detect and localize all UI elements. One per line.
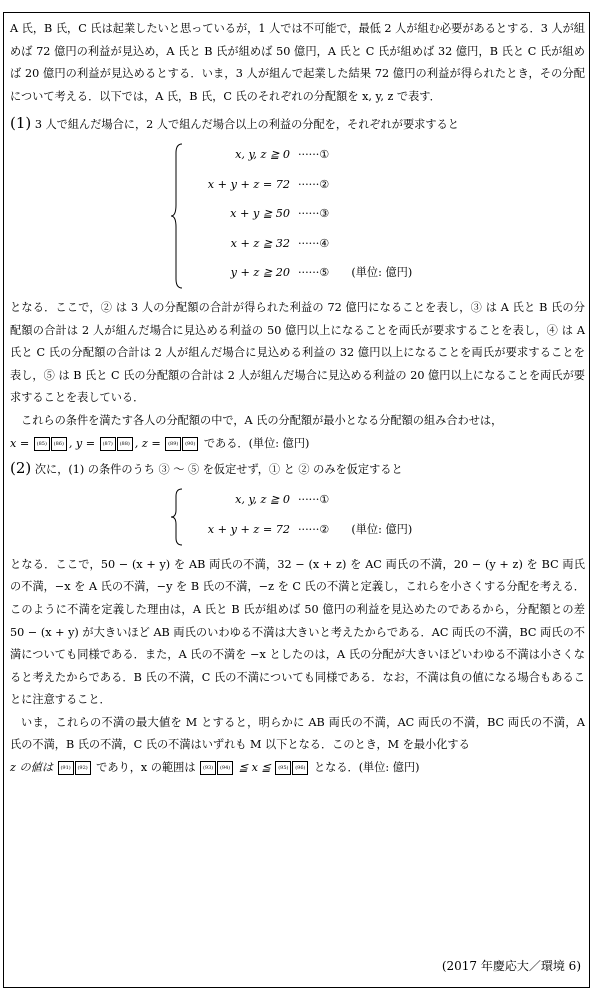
answer-z-label: z の値は [10,761,54,775]
part2-answer-line [10,757,585,780]
part2-system [170,486,585,548]
source-citation: (2017 年慶応大／環境 6) [441,959,581,973]
equation-tag: ······③ [298,207,330,221]
inequality-text: ≦ x ≦ [238,761,271,775]
part1-question: これらの条件を満たす各人の分配額の中で，A 氏の分配額が最小となる分配額の組み合わせは， [21,413,503,427]
equation: x + z ≧ 32 [230,236,290,250]
part2-lead [10,457,585,482]
equation-tag: ······① [298,493,330,507]
part2-number: (2) [10,459,32,478]
answer-box-group [275,761,309,775]
answer-box-group [165,437,199,451]
unit-label: (単位: 億円) [351,522,413,536]
equation: x, y, z ≧ 0 [235,148,290,162]
intro-paragraph: A 氏，B 氏，C 氏は起業したいと思っているが，1 人では不可能で，最低 2 人が組む必要があるとする．3 人が組めば 72 億円の利益が見込め，A 氏と B 氏が組めば 50 億円，A 氏と C 氏が組めば 32 億円，B 氏と C 氏が組めば 20 億円の利益が見込めるとする．いま，3 人が組んで起業した結果 72 億円の利益が得られたとき，その分配について考える．以下では，A 氏，B 氏，C 氏のそれぞれの分配額を x, y, z で表す． [10,22,585,103]
answer-box[interactable]: (93) [200,761,216,775]
system-row [180,515,412,545]
equation-tag: ······② [298,177,330,191]
equation-tag: ······④ [298,236,330,250]
answer-box[interactable]: (88) [117,437,133,451]
system-row [180,486,412,516]
answer-tail: となる．(単位: 億円) [313,761,420,775]
part1-answer-line [10,433,585,456]
equation: x + y + z = 72 [207,177,290,191]
part2-question: いま，これらの不満の最大値を M とすると，明らかに AB 両氏の不満，AC 両氏の不満，BC 両氏の不満，A 氏の不満，B 氏の不満，C 氏の不満はいずれも M 以下となる．このとき，M を最小化する [10,715,585,752]
answer-x-label: x = [10,436,30,450]
system-row [180,229,412,259]
answer-box[interactable]: (90) [182,437,198,451]
equation: x + y + z = 72 [207,522,290,536]
answer-tail: である．(単位: 億円) [203,436,310,450]
answer-box[interactable]: (87) [100,437,116,451]
answer-box[interactable]: (96) [292,761,308,775]
system-row [180,259,412,289]
answer-text: であり，x の範囲は [96,761,196,775]
answer-box-group [100,437,134,451]
equation-tag: ······⑤ [298,266,330,280]
answer-box[interactable]: (94) [217,761,233,775]
unit-label: (単位: 億円) [351,266,413,280]
part1-number: (1) [10,114,32,133]
part1-lead-text: 3 人で組んだ場合に，2 人で組んだ場合以上の利益の分配を，それぞれが要求すると [34,118,459,132]
equation: x, y, z ≧ 0 [235,493,290,507]
answer-box[interactable]: (89) [165,437,181,451]
answer-box[interactable]: (86) [51,437,67,451]
answer-box[interactable]: (91) [58,761,74,775]
answer-box[interactable]: (85) [34,437,50,451]
part1-lead [10,112,585,137]
equation: x + y ≧ 50 [230,207,290,221]
system-row [180,170,412,200]
problem-content [10,18,585,780]
system-row [180,141,412,171]
answer-box[interactable]: (92) [75,761,91,775]
system-row [180,200,412,230]
answer-box-group [58,761,92,775]
part2-lead-text: 次に，(1) の条件のうち ③ ～ ⑤ を仮定せず，① と ② のみを仮定すると [34,463,403,477]
answer-y-label: , y = [68,436,96,450]
part2-explanation: となる．ここで，50 − (x + y) を AB 両氏の不満，32 − (x + z) を AC 両氏の不満，20 − (y + z) を BC 両氏の不満，−x を A 氏の不満，−y を B 氏の不満，−z を C 氏の不満と定義し，これらを小さくする分配を考える．このように不満を定義した理由は，A 氏と B 氏が組めば 50 億円の利益を見込めたのであるから，分配額との差 50 − (x + y) が大きいほど AB 両氏のいわゆる不満は大きいと考えたからである．AC 両氏の不満，BC 両氏の不満についても同様である．また，A 氏の不満を −x としたのは，A 氏の分配が大きいほどいわゆる不満は小さくなると考えたからである．B 氏の不満，C 氏の不満についても同様である．なお，不満は負の値になる場合もあることに注意すること． [10,557,585,707]
part1-system [170,141,585,291]
equation-tag: ······① [298,148,330,162]
answer-box[interactable]: (95) [275,761,291,775]
part1-explanation: となる．ここで，② は 3 人の分配額の合計が得られた利益の 72 億円になることを表し，③ は A 氏と B 氏の分配額の合計は 2 人が組んだ場合に見込める利益の 50 億円以上になることを両氏が要求することを表し，④ は A 氏と C 氏の分配額の合計は 2 人が組んだ場合に見込める利益の 32 億円以上になることを両氏が要求することを表し，⑤ は B 氏と C 氏の分配額の合計は 2 人が組んだ場合に見込める利益の 20 億円以上になることを両氏が要求することを表している． [10,300,585,405]
answer-z-label: , z = [134,436,161,450]
equation-tag: ······② [298,522,330,536]
equation: y + z ≧ 20 [230,266,290,280]
answer-box-group [200,761,234,775]
answer-box-group [34,437,68,451]
